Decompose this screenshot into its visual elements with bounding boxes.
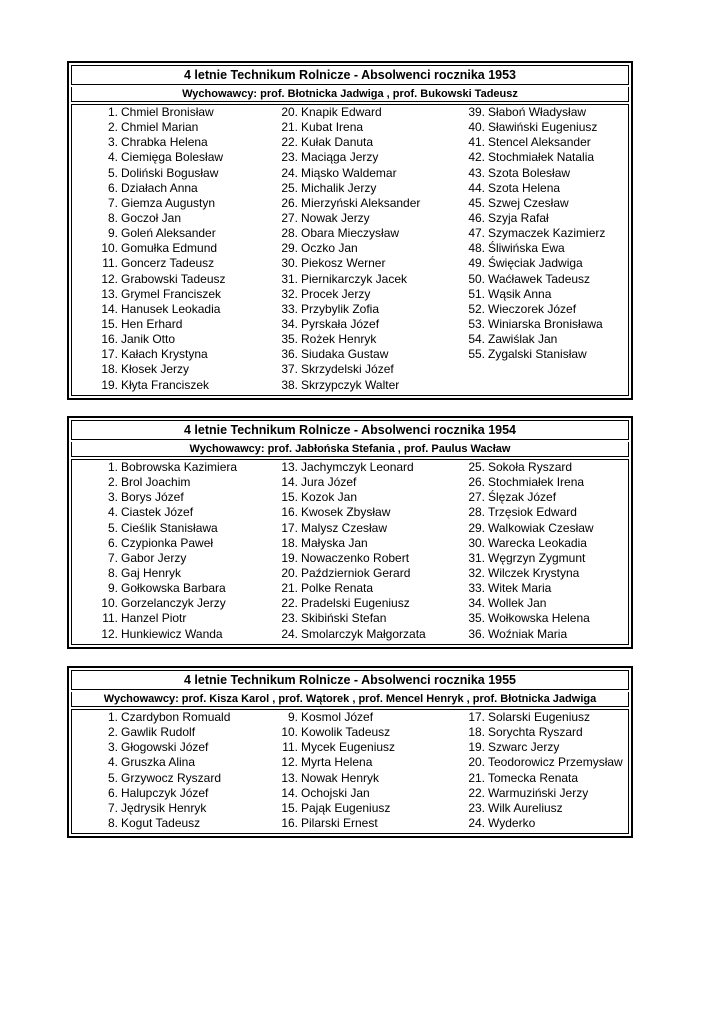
item-number: 10. <box>281 725 298 740</box>
graduate-name: Pilarski Ernest <box>301 815 378 830</box>
graduate-name: Kosmol Józef <box>301 710 374 724</box>
item-number: 2. <box>107 475 118 490</box>
item-number: 22. <box>281 135 298 150</box>
list-item <box>72 816 623 831</box>
graduate-name: Wołkowska Helena <box>488 611 590 626</box>
names-table <box>71 459 629 645</box>
item-number: 29. <box>281 241 298 256</box>
item-number: 11. <box>102 611 118 626</box>
item-number: 23. <box>468 800 485 815</box>
list-item <box>72 771 623 786</box>
item-number: 1. <box>107 105 118 119</box>
list-item <box>72 105 605 120</box>
item-number: 6. <box>107 785 118 800</box>
graduate-name: Gomułka Edmund <box>121 241 218 256</box>
item-number: 13. <box>281 460 298 474</box>
item-number: 17. <box>468 710 485 724</box>
list-item <box>72 801 623 816</box>
graduate-name: Warmuziński Jerzy <box>488 785 589 800</box>
graduate-name: Gabor Jerzy <box>121 550 187 565</box>
names-table <box>71 709 629 834</box>
graduate-name: Miąsko Waldemar <box>301 165 397 180</box>
list-item <box>72 740 623 755</box>
graduate-name: Sorychta Ryszard <box>488 725 583 740</box>
graduate-name: Halupczyk Józef <box>121 785 209 800</box>
list-item <box>72 241 605 256</box>
item-number: 21. <box>468 770 485 785</box>
item-number: 4. <box>107 150 118 165</box>
graduate-name: Szota Helena <box>488 180 561 195</box>
graduate-name: Kogut Tadeusz <box>121 815 201 830</box>
item-number: 28. <box>468 505 485 520</box>
graduate-name: Ślęzak Józef <box>488 490 557 505</box>
graduate-name: Gorzelanczyk Jerzy <box>121 596 226 611</box>
item-number: 19. <box>101 377 118 392</box>
item-number: 18. <box>281 535 298 550</box>
item-number: 24. <box>468 815 485 830</box>
item-number: 12. <box>101 626 118 641</box>
item-number: 24. <box>281 626 298 641</box>
graduate-name: Piernikarczyk Jacek <box>301 271 408 286</box>
list-item <box>72 725 623 740</box>
graduate-name: Szota Bolesław <box>488 165 571 180</box>
item-number: 45. <box>468 195 485 210</box>
item-number: 20. <box>281 565 298 580</box>
list-item <box>72 181 605 196</box>
name-column <box>72 105 605 362</box>
section-1953 <box>67 61 633 400</box>
item-number: 5. <box>107 520 118 535</box>
graduate-name: Warecka Leokadia <box>488 535 587 550</box>
item-number: 33. <box>468 581 485 596</box>
item-number: 39. <box>468 105 485 119</box>
graduate-name: Skibiński Stefan <box>301 611 387 626</box>
item-number: 7. <box>107 195 118 210</box>
graduate-name: Gołkowska Barbara <box>121 581 226 596</box>
graduate-name: Wilk Aureliusz <box>488 800 563 815</box>
name-column <box>72 710 623 831</box>
item-number: 15. <box>281 490 298 505</box>
item-number: 48. <box>468 241 485 256</box>
list-item <box>72 120 605 135</box>
item-number: 9. <box>107 581 118 596</box>
graduate-name: Szyja Rafał <box>488 210 549 225</box>
graduate-name: Piekosz Werner <box>301 256 386 271</box>
graduate-name: Sławiński Eugeniusz <box>488 120 598 135</box>
graduate-name: Doliński Bogusław <box>121 165 219 180</box>
item-number: 47. <box>468 226 485 241</box>
item-number: 41. <box>468 135 485 150</box>
item-number: 42. <box>468 150 485 165</box>
section-subtitle: Wychowawcy: prof. Błotnicka Jadwiga , prof. Bukowski Tadeusz <box>71 87 629 102</box>
graduate-name: Hen Erhard <box>121 316 183 331</box>
graduate-name: Mycek Eugeniusz <box>301 740 396 755</box>
item-number: 1. <box>107 460 118 474</box>
graduate-name: Bobrowska Kazimiera <box>121 460 238 474</box>
list-item <box>72 551 594 566</box>
section-1955 <box>67 666 633 838</box>
item-number: 17. <box>101 347 118 362</box>
graduate-name: Kubat Irena <box>301 120 364 135</box>
item-number: 34. <box>281 316 298 331</box>
item-number: 25. <box>281 180 298 195</box>
item-number: 25. <box>468 460 485 474</box>
item-number: 14. <box>101 301 118 316</box>
list-item <box>72 755 623 770</box>
graduate-name: Myrta Helena <box>301 755 373 770</box>
graduate-name: Teodorowicz Przemysław <box>488 755 623 770</box>
graduate-name: Pająk Eugeniusz <box>301 800 391 815</box>
graduate-name: Kowolik Tadeusz <box>301 725 391 740</box>
graduate-name: Gruszka Alina <box>121 755 196 770</box>
item-number: 51. <box>468 286 485 301</box>
item-number: 24. <box>281 165 298 180</box>
graduate-name: Hanzel Piotr <box>121 611 187 626</box>
item-number: 20. <box>468 755 485 770</box>
item-number: 28. <box>281 226 298 241</box>
graduate-name: Działach Anna <box>121 180 198 195</box>
item-number: 36. <box>468 626 485 641</box>
item-number: 31. <box>281 271 298 286</box>
graduate-name: Słaboń Władysław <box>488 105 587 119</box>
section-title: 4 letnie Technikum Rolnicze - Absolwenci rocznika 1955 <box>71 670 629 690</box>
item-number: 18. <box>101 362 118 377</box>
list-item <box>72 347 605 362</box>
graduate-name: Gaj Henryk <box>121 565 182 580</box>
graduate-name: Nowaczenko Robert <box>301 550 410 565</box>
list-item <box>72 317 605 332</box>
list-item <box>72 135 605 150</box>
item-number: 21. <box>281 120 298 135</box>
graduate-name: Goczoł Jan <box>121 210 182 225</box>
item-number: 27. <box>281 210 298 225</box>
list-item <box>72 332 605 347</box>
item-number: 32. <box>281 286 298 301</box>
list-item <box>72 536 594 551</box>
graduate-name: Tomecka Renata <box>488 770 579 785</box>
graduate-name: Październiok Gerard <box>301 565 411 580</box>
item-number: 6. <box>107 535 118 550</box>
graduate-name: Oczko Jan <box>301 241 358 256</box>
item-number: 7. <box>107 550 118 565</box>
graduate-name: Procek Jerzy <box>301 286 371 301</box>
list-item <box>72 256 605 271</box>
item-number: 30. <box>468 535 485 550</box>
graduate-name: Głogowski Józef <box>121 740 209 755</box>
graduate-name: Kałach Krystyna <box>121 347 208 362</box>
item-number: 19. <box>281 550 298 565</box>
graduate-name: Ciastek Józef <box>121 505 194 520</box>
item-number: 8. <box>107 815 118 830</box>
graduate-name: Kułak Danuta <box>301 135 374 150</box>
item-number: 44. <box>468 180 485 195</box>
item-number: 38. <box>281 377 298 392</box>
item-number: 23. <box>281 611 298 626</box>
list-item <box>72 196 605 211</box>
list-item <box>72 490 594 505</box>
graduate-name: Malysz Czesław <box>301 520 388 535</box>
item-number: 23. <box>281 150 298 165</box>
list-item <box>72 627 594 642</box>
graduate-name: Walkowiak Czesław <box>488 520 594 535</box>
graduate-name: Giemza Augustyn <box>121 195 216 210</box>
graduate-name: Skrzypczyk Walter <box>301 377 400 392</box>
graduate-name: Ochojski Jan <box>301 785 370 800</box>
graduate-name: Maciąga Jerzy <box>301 150 379 165</box>
item-number: 26. <box>468 475 485 490</box>
names-table <box>71 104 629 396</box>
item-number: 4. <box>107 755 118 770</box>
graduate-name: Nowak Jerzy <box>301 210 370 225</box>
list-item <box>72 272 605 287</box>
item-number: 34. <box>468 596 485 611</box>
item-number: 26. <box>281 195 298 210</box>
graduate-name: Ciemięga Bolesław <box>121 150 224 165</box>
graduate-name: Chmiel Marian <box>121 120 199 135</box>
graduate-name: Wyderko <box>488 815 536 830</box>
graduate-name: Jura Józef <box>301 475 357 490</box>
section-subtitle: Wychowawcy: prof. Kisza Karol , prof. Wątorek , prof. Mencel Henryk , prof. Błotnicka Jadwiga <box>71 692 629 707</box>
item-number: 49. <box>468 256 485 271</box>
item-number: 8. <box>107 210 118 225</box>
graduate-name: Kłosek Jerzy <box>121 362 190 377</box>
graduate-name: Chmiel Bronisław <box>121 105 214 119</box>
graduate-name: Goleń Aleksander <box>121 226 216 241</box>
item-number: 16. <box>281 815 298 830</box>
item-number: 35. <box>468 611 485 626</box>
list-item <box>72 378 420 393</box>
item-number: 22. <box>468 785 485 800</box>
item-number: 37. <box>281 362 298 377</box>
item-number: 43. <box>468 165 485 180</box>
item-number: 15. <box>101 316 118 331</box>
graduate-name: Małyska Jan <box>301 535 368 550</box>
item-number: 3. <box>107 740 118 755</box>
list-item <box>72 362 420 377</box>
graduate-name: Czardybon Romuald <box>121 710 231 724</box>
list-item <box>72 302 605 317</box>
graduate-name: Solarski Eugeniusz <box>488 710 591 724</box>
item-number: 3. <box>107 490 118 505</box>
graduate-name: Przybylik Zofia <box>301 301 380 316</box>
item-number: 5. <box>107 165 118 180</box>
graduate-name: Hunkiewicz Wanda <box>121 626 223 641</box>
graduate-name: Polke Renata <box>301 581 374 596</box>
item-number: 40. <box>468 120 485 135</box>
item-number: 1. <box>107 710 118 724</box>
item-number: 13. <box>281 770 298 785</box>
list-item <box>72 211 605 226</box>
graduate-name: Woźniak Maria <box>488 626 568 641</box>
item-number: 55. <box>468 347 485 362</box>
graduate-name: Trzęsiok Edward <box>488 505 577 520</box>
item-number: 31. <box>468 550 485 565</box>
list-item <box>72 710 623 725</box>
item-number: 5. <box>107 770 118 785</box>
graduate-name: Zygalski Stanisław <box>488 347 587 362</box>
item-number: 8. <box>107 565 118 580</box>
graduate-name: Cieślik Stanisława <box>121 520 218 535</box>
graduate-name: Zawiślak Jan <box>488 332 558 347</box>
item-number: 50. <box>468 271 485 286</box>
item-number: 3. <box>107 135 118 150</box>
graduate-name: Kozok Jan <box>301 490 358 505</box>
graduate-name: Kłyta Franciszek <box>121 377 210 392</box>
item-number: 10. <box>101 596 118 611</box>
graduate-name: Michalik Jerzy <box>301 180 377 195</box>
item-number: 6. <box>107 180 118 195</box>
graduate-name: Grymel Franciszek <box>121 286 222 301</box>
graduate-name: Chrabka Helena <box>121 135 208 150</box>
list-item <box>72 566 594 581</box>
item-number: 4. <box>107 505 118 520</box>
graduate-name: Smolarczyk Małgorzata <box>301 626 426 641</box>
list-item <box>72 786 623 801</box>
graduate-name: Wilczek Krystyna <box>488 565 580 580</box>
item-number: 27. <box>468 490 485 505</box>
graduate-name: Węgrzyn Zygmunt <box>488 550 586 565</box>
item-number: 21. <box>281 581 298 596</box>
item-number: 29. <box>468 520 485 535</box>
item-number: 9. <box>107 226 118 241</box>
item-number: 7. <box>107 800 118 815</box>
item-number: 33. <box>281 301 298 316</box>
graduate-name: Śliwińska Ewa <box>488 241 565 256</box>
item-number: 15. <box>281 800 298 815</box>
item-number: 30. <box>281 256 298 271</box>
graduate-name: Winiarska Bronisława <box>488 316 603 331</box>
item-number: 13. <box>101 286 118 301</box>
item-number: 11. <box>102 256 118 271</box>
list-item <box>72 521 594 536</box>
graduate-name: Czypionka Paweł <box>121 535 214 550</box>
item-number: 53. <box>468 316 485 331</box>
item-number: 12. <box>101 271 118 286</box>
graduate-name: Waćławek Tadeusz <box>488 271 591 286</box>
graduate-name: Nowak Henryk <box>301 770 380 785</box>
list-item <box>72 287 605 302</box>
item-number: 54. <box>468 332 485 347</box>
item-number: 36. <box>281 347 298 362</box>
graduate-name: Gawlik Rudolf <box>121 725 196 740</box>
item-number: 46. <box>468 210 485 225</box>
item-number: 32. <box>468 565 485 580</box>
graduate-name: Janik Otto <box>121 332 176 347</box>
graduate-name: Wieczorek Józef <box>488 301 577 316</box>
item-number: 11. <box>282 740 298 755</box>
graduate-name: Wollek Jan <box>488 596 547 611</box>
item-number: 14. <box>281 475 298 490</box>
list-item <box>72 596 594 611</box>
graduate-name: Szwej Czesław <box>488 195 569 210</box>
graduate-name: Kwosek Zbysław <box>301 505 391 520</box>
item-number: 35. <box>281 332 298 347</box>
item-number: 22. <box>281 596 298 611</box>
graduate-name: Święciak Jadwiga <box>488 256 583 271</box>
graduate-name: Jędrysik Henryk <box>121 800 207 815</box>
list-item <box>72 611 594 626</box>
item-number: 2. <box>107 120 118 135</box>
graduate-name: Brol Joachim <box>121 475 191 490</box>
list-item <box>72 505 594 520</box>
item-number: 12. <box>281 755 298 770</box>
name-column <box>72 460 594 642</box>
graduate-name: Stencel Aleksander <box>488 135 591 150</box>
graduate-name: Grzywocz Ryszard <box>121 770 222 785</box>
section-title: 4 letnie Technikum Rolnicze - Absolwenci rocznika 1953 <box>71 65 629 85</box>
graduate-name: Sokoła Ryszard <box>488 460 573 474</box>
graduate-name: Witek Maria <box>488 581 552 596</box>
graduate-name: Stochmiałek Irena <box>488 475 585 490</box>
section-title: 4 letnie Technikum Rolnicze - Absolwenci rocznika 1954 <box>71 420 629 440</box>
section-1954 <box>67 416 633 649</box>
list-item <box>72 581 594 596</box>
graduate-name: Pradelski Eugeniusz <box>301 596 410 611</box>
graduate-name: Obara Mieczysław <box>301 226 400 241</box>
item-number: 17. <box>281 520 298 535</box>
item-number: 16. <box>281 505 298 520</box>
item-number: 18. <box>468 725 485 740</box>
list-item <box>72 460 594 475</box>
item-number: 2. <box>107 725 118 740</box>
graduate-name: Knapik Edward <box>301 105 382 119</box>
graduate-name: Szwarc Jerzy <box>488 740 560 755</box>
section-subtitle: Wychowawcy: prof. Jabłońska Stefania , prof. Paulus Wacław <box>71 442 629 457</box>
graduate-name: Hanusek Leokadia <box>121 301 221 316</box>
item-number: 14. <box>281 785 298 800</box>
item-number: 19. <box>468 740 485 755</box>
list-item <box>72 150 605 165</box>
item-number: 16. <box>101 332 118 347</box>
graduate-name: Jachymczyk Leonard <box>301 460 414 474</box>
graduate-name: Rożek Henryk <box>301 332 377 347</box>
graduate-name: Skrzydelski Józef <box>301 362 394 377</box>
graduate-name: Stochmiałek Natalia <box>488 150 595 165</box>
graduate-name: Mierzyński Aleksander <box>301 195 421 210</box>
graduate-name: Grabowski Tadeusz <box>121 271 226 286</box>
graduate-name: Goncerz Tadeusz <box>121 256 215 271</box>
item-number: 10. <box>101 241 118 256</box>
item-number: 20. <box>281 105 298 119</box>
list-item <box>72 226 605 241</box>
graduate-name: Szymaczek Kazimierz <box>488 226 606 241</box>
list-item <box>72 475 594 490</box>
item-number: 9. <box>287 710 298 724</box>
list-item <box>72 166 605 181</box>
item-number: 52. <box>468 301 485 316</box>
graduate-name: Borys Józef <box>121 490 184 505</box>
graduate-name: Siudaka Gustaw <box>301 347 389 362</box>
graduate-name: Wąsik Anna <box>488 286 552 301</box>
graduate-name: Pyrskała Józef <box>301 316 380 331</box>
